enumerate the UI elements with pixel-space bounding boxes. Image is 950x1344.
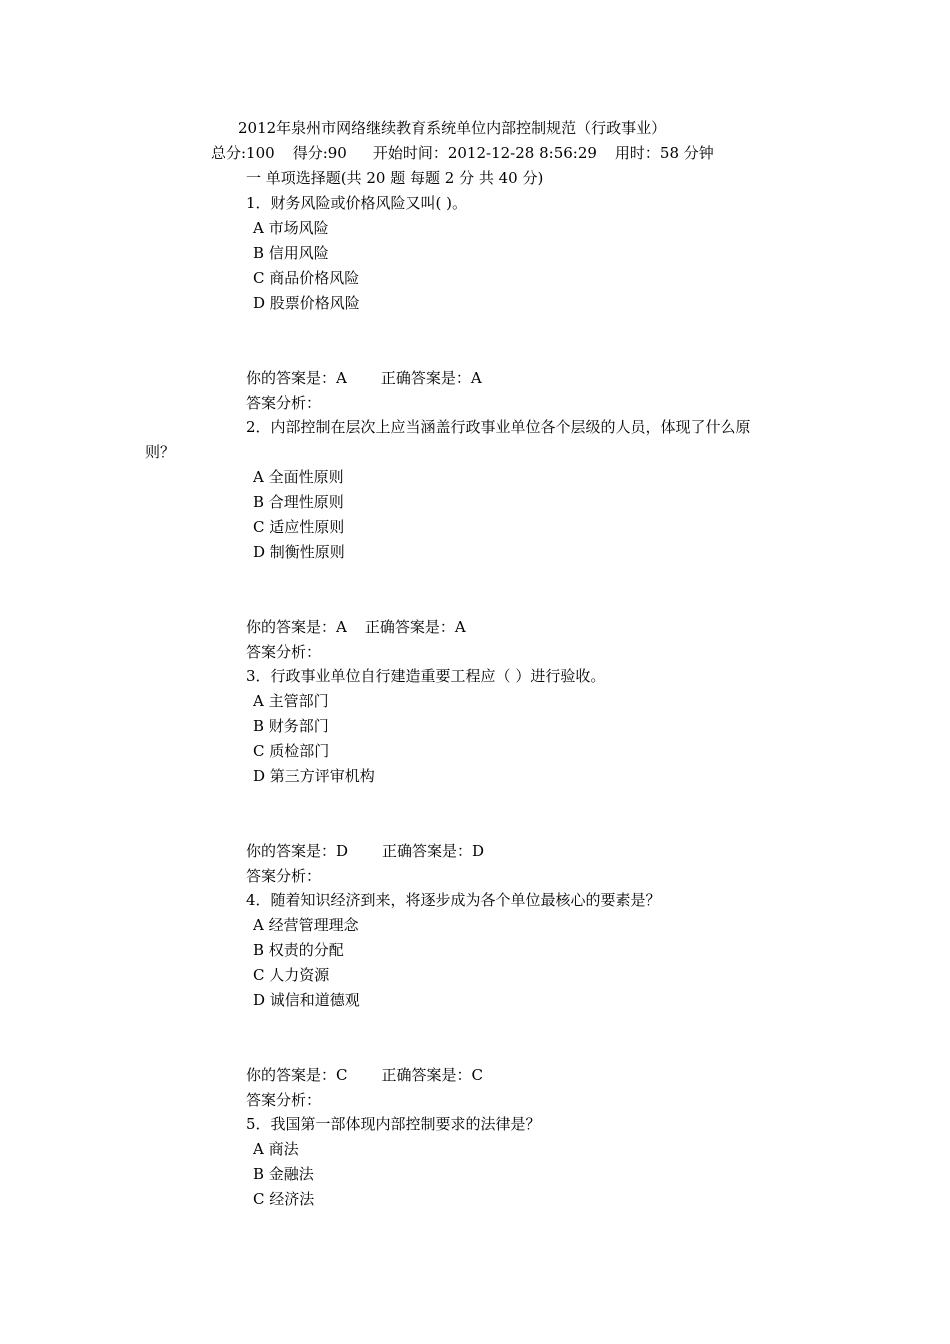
question-text: 5．我国第一部体现内部控制要求的法律是？ [246, 1115, 541, 1133]
option-b: B 信用风险 [253, 244, 329, 262]
option-a: A 全面性原则 [253, 468, 344, 486]
correct-answer: 正确答案是：C [381, 1066, 483, 1084]
question-text: 1．财务风险或价格风险又叫( )。 [246, 194, 468, 212]
answer-line [246, 617, 466, 637]
option-a: A 市场风险 [253, 219, 329, 237]
option-c: C 质检部门 [253, 742, 330, 760]
answer-line [246, 1065, 483, 1085]
question-text: 2．内部控制在层次上应当涵盖行政事业单位各个层级的人员，体现了什么原 [246, 418, 751, 436]
question-text: 3．行政事业单位自行建造重要工程应（ ）进行验收。 [246, 667, 606, 685]
total-score: 总分:100 [211, 144, 275, 162]
correct-answer: 正确答案是：A [380, 369, 482, 387]
your-answer: 你的答案是：A [246, 369, 347, 387]
answer-analysis: 答案分析： [246, 867, 322, 885]
answer-analysis: 答案分析： [246, 643, 322, 661]
your-answer: 你的答案是：D [246, 842, 349, 860]
option-a: A 主管部门 [253, 692, 329, 710]
answer-analysis: 答案分析： [246, 1091, 322, 1109]
exam-meta [211, 143, 714, 163]
page-title: 2012年泉州市网络继续教育系统单位内部控制规范（行政事业） [238, 119, 667, 137]
duration: 用时：58 分钟 [614, 144, 714, 162]
section-heading: 一 单项选择题(共 20 题 每题 2 分 共 40 分) [246, 169, 544, 187]
option-c: C 商品价格风险 [253, 269, 360, 287]
option-a: A 经营管理理念 [253, 916, 359, 934]
question-text-continued: 则？ [145, 443, 176, 461]
answer-line [246, 368, 482, 388]
option-d: D 第三方评审机构 [253, 767, 375, 785]
your-answer: 你的答案是：C [246, 1066, 348, 1084]
option-c: C 适应性原则 [253, 518, 345, 536]
question-text: 4．随着知识经济到来，将逐步成为各个单位最核心的要素是？ [246, 891, 661, 909]
obtained-score: 得分:90 [292, 144, 347, 162]
correct-answer: 正确答案是：A [364, 618, 466, 636]
option-b: B 金融法 [253, 1165, 314, 1183]
option-b: B 合理性原则 [253, 493, 344, 511]
option-d: D 股票价格风险 [253, 294, 360, 312]
option-d: D 制衡性原则 [253, 543, 345, 561]
option-b: B 权责的分配 [253, 941, 344, 959]
answer-line [246, 841, 484, 861]
correct-answer: 正确答案是：D [382, 842, 485, 860]
option-c: C 人力资源 [253, 966, 330, 984]
option-a: A 商法 [253, 1140, 299, 1158]
start-time: 开始时间：2012-12-28 8:56:29 [372, 144, 597, 162]
answer-analysis: 答案分析： [246, 394, 322, 412]
your-answer: 你的答案是：A [246, 618, 347, 636]
option-b: B 财务部门 [253, 717, 329, 735]
option-d: D 诚信和道德观 [253, 991, 360, 1009]
option-c: C 经济法 [253, 1190, 315, 1208]
